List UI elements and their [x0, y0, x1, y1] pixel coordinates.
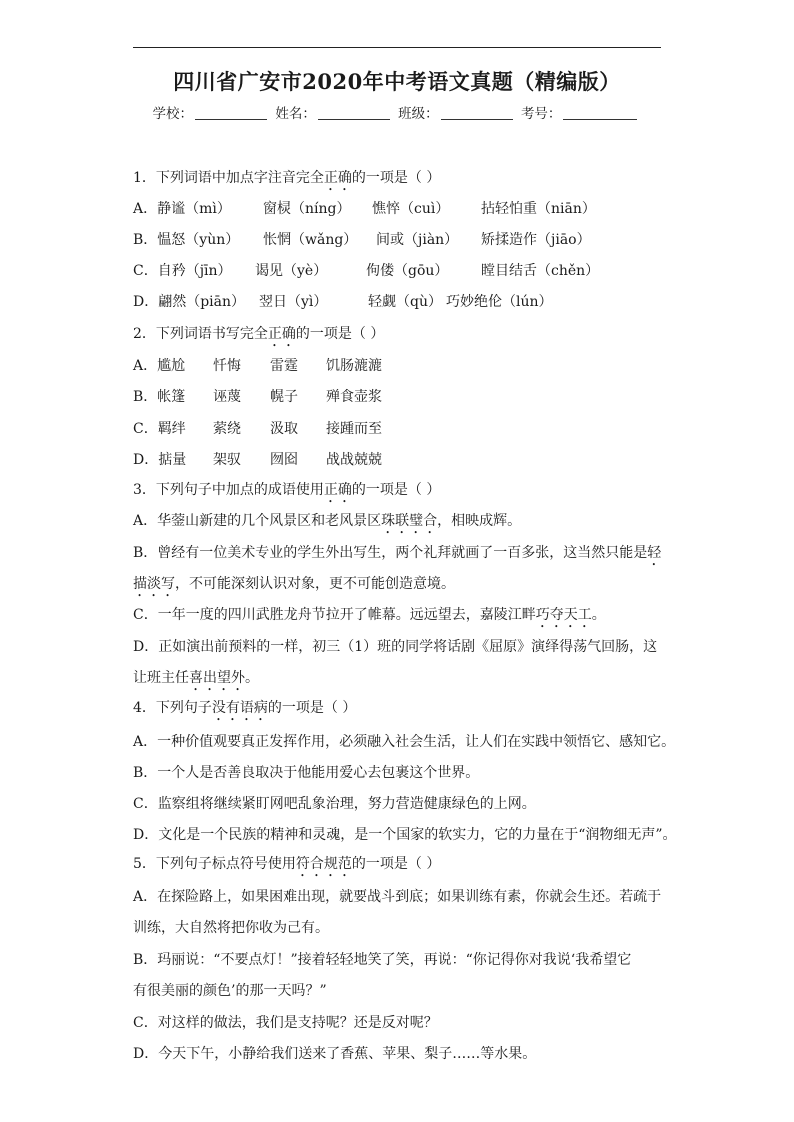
- q5-stem: 5．下列句子标点符号使用符合规范的一项是（ ）: [133, 856, 441, 872]
- q3-option-b-line1: B．曾经有一位美术专业的学生外出写生，两个礼拜就画了一百多张，这当然只能是轻: [133, 545, 662, 561]
- q1-option-d-1: D．翩然（piān）: [133, 294, 246, 310]
- q5-option-d: D．今天下午，小静给我们送来了香蕉、苹果、梨子……等水果。: [133, 1046, 537, 1062]
- exam-no-label: 考号：: [520, 106, 562, 122]
- q2-option-b-4: 殚食壶浆: [326, 389, 382, 405]
- q4-stem: 4．下列句子没有语病的一项是（ ）: [133, 700, 357, 716]
- q2-option-c-1: C．羁绊: [133, 421, 186, 437]
- q1-option-d-4: 巧妙绝伦（lún）: [446, 294, 553, 310]
- q2-option-a-2: 忏悔: [213, 358, 241, 374]
- top-rule: [133, 47, 661, 48]
- q1-option-b-3: 间或（jiàn）: [376, 232, 459, 248]
- q3-option-b-line2: 描淡写，不可能深刻认识对象，更不可能创造意境。: [133, 576, 455, 592]
- q5-option-a-line2: 训练，大自然将把你收为己有。: [133, 920, 329, 936]
- student-info-line: [0, 102, 794, 122]
- q3-option-a: A．华蓥山新建的几个风景区和老风景区珠联璧合，相映成辉。: [133, 513, 522, 529]
- q1-option-d-2: 翌日（yì）: [259, 294, 328, 310]
- q3-stem: 3．下列句子中加点的成语使用正确的一项是（ ）: [133, 482, 441, 498]
- q4-option-d: D．文化是一个民族的精神和灵魂，是一个国家的软实力，它的力量在于“润物细无声”。: [133, 827, 677, 843]
- q1-option-b-4: 矫揉造作（jiāo）: [481, 232, 591, 248]
- q1-option-c-1: C．自矜（jīn）: [133, 263, 232, 279]
- q2-option-c-4: 接踵而至: [326, 421, 382, 437]
- page-title: 四川省广安市2020年中考语文真题（精编版）: [173, 69, 621, 94]
- q2-stem: 2．下列词语书写完全正确的一项是（ ）: [133, 326, 385, 342]
- q2-option-a-1: A．尴尬: [133, 358, 186, 374]
- q1-option-b-1: B．愠怒（yùn）: [133, 232, 240, 248]
- q5-option-a-line1: A．在探险路上，如果困难出现，就要战斗到底；如果训练有素，你就会生还。若疏于: [133, 889, 662, 905]
- q2-option-d-4: 战战兢兢: [326, 452, 382, 468]
- q1-option-c-3: 佝偻（gōu）: [366, 263, 449, 279]
- q4-option-a: A．一种价值观要真正发挥作用，必须融入社会生活，让人们在实践中领悟它、感知它。: [133, 734, 676, 750]
- q2-option-b-1: B．帐篷: [133, 389, 186, 405]
- exam-no-blank[interactable]: [563, 107, 637, 120]
- class-label: 班级：: [398, 106, 439, 122]
- q1-option-b-2: 怅惘（wǎng）: [263, 232, 358, 248]
- school-blank[interactable]: [195, 107, 267, 120]
- q2-option-a-4: 饥肠漉漉: [326, 358, 382, 374]
- class-blank[interactable]: [441, 107, 513, 120]
- q3-option-d-line2: 让班主任喜出望外。: [133, 670, 259, 686]
- q1-option-a-2: 窗棂（níng）: [263, 201, 351, 217]
- q2-option-b-3: 幌子: [270, 389, 298, 405]
- q1-option-c-2: 谒见（yè）: [255, 263, 328, 279]
- school-label: 学校：: [152, 106, 194, 122]
- q1-option-c-4: 瞠目结舌（chěn）: [481, 263, 600, 279]
- q2-option-c-2: 萦绕: [213, 421, 241, 437]
- q3-option-c: C．一年一度的四川武胜龙舟节拉开了帷幕。远远望去，嘉陵江畔巧夺天工。: [133, 607, 606, 623]
- q2-option-c-3: 汲取: [270, 421, 298, 437]
- q2-option-a-3: 雷霆: [270, 358, 298, 374]
- q1-option-a-4: 拈轻怕重（niān）: [481, 201, 596, 217]
- q4-option-c: C．监察组将继续紧盯网吧乱象治理，努力营造健康绿色的上网。: [133, 796, 536, 812]
- q5-option-c: C．对这样的做法，我们是支持呢？还是反对呢？: [133, 1015, 438, 1031]
- q5-option-b-line2: 有很美丽的颜色’的那一天吗？”: [133, 983, 327, 999]
- name-blank[interactable]: [318, 107, 390, 120]
- q1-option-a-3: 憔悴（cuì）: [372, 201, 450, 217]
- q5-option-b-line1: B．玛丽说：“不要点灯！”接着轻轻地笑了笑，再说：“你记得你对我说‘我希望它: [133, 952, 632, 968]
- q1-option-d-3: 轻觑（qù）: [368, 294, 442, 310]
- q1-stem: 1．下列词语中加点字注音完全正确的一项是（ ）: [133, 170, 441, 186]
- q2-option-d-1: D．掂量: [133, 452, 187, 468]
- q2-option-b-2: 诬蔑: [213, 389, 241, 405]
- q2-option-d-3: 囫囵: [270, 452, 298, 468]
- q3-option-d-line1: D．正如演出前预料的一样，初三（1）班的同学将话剧《屈原》演绎得荡气回肠，这: [133, 639, 658, 655]
- q1-option-a-1: A．静谧（mì）: [133, 201, 231, 217]
- q2-option-d-2: 架驭: [213, 452, 241, 468]
- q4-option-b: B．一个人是否善良取决于他能用爱心去包裹这个世界。: [133, 765, 480, 781]
- name-label: 姓名：: [275, 106, 316, 122]
